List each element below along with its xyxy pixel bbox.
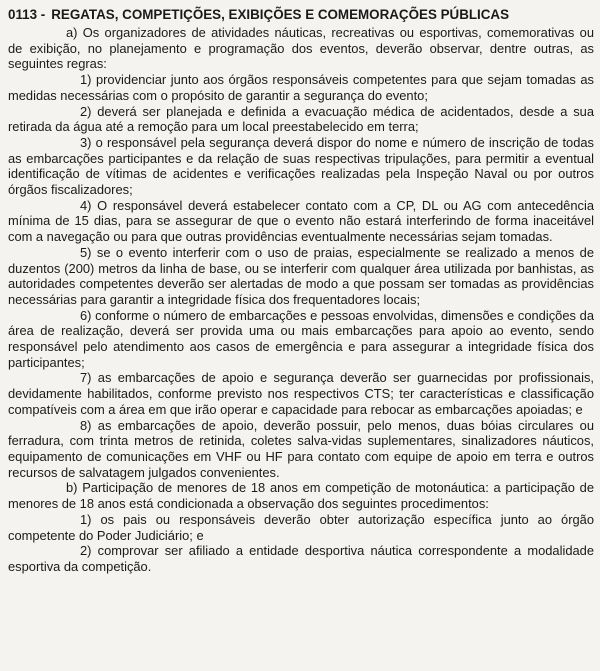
section-heading [8,6,594,24]
part-a-item-6: 6) conforme o número de embarcações e pessoas envolvidas, dimensões e condições da área de realização, deverá ser provida uma ou mais embarcações para apoio ao evento, sendo responsável pelo atendimento aos casos de emergência e para assegurar a integridade física dos participantes; [8,307,594,370]
part-a-item-4: 4) O responsável deverá estabelecer contato com a CP, DL ou AG com antecedência mínima de 15 dias, para se assegurar de que o evento não estará interferindo de forma inaceitável com a navegação ou para que outras providências eventualmente necessárias sejam tomadas. [8,197,594,245]
part-b-item-2: 2) comprovar ser afiliado a entidade desportiva náutica correspondente a modalidade esportiva da competição. [8,543,594,574]
part-a-item-3: 3) o responsável pela segurança deverá dispor do nome e número de inscrição de todas as embarcações participantes e da relação de suas respectivas tripulações, para permitir a eventual identificação de vítimas de acidentes e verificações realizadas pela Inspeção Naval ou por outros órgãos fiscalizadores; [8,134,594,198]
part-b-intro: b) Participação de menores de 18 anos em competição de motonáutica: a participação de menores de 18 anos está condicionada a observação dos seguintes procedimentos: [8,480,594,512]
section-title: REGATAS, COMPETIÇÕES, EXIBIÇÕES E COMEMORAÇÕES PÚBLICAS [51,7,510,22]
part-a-item-5: 5) se o evento interferir com o uso de praias, especialmente se realizado a menos de duzentos (200) metros da linha de base, ou se interferir com qualquer área utilizada por banhistas, as autoridades competentes deverão ser alertadas de modo a que possam ser tomadas as providências necessárias para garantir a integridade física dos frequentadores locais; [8,244,594,307]
part-a-item-1: 1) providenciar junto aos órgãos responsáveis competentes para que sejam tomadas as medidas necessárias com o propósito de garantir a segurança do evento; [8,72,594,103]
part-b-item-1: 1) os pais ou responsáveis deverão obter autorização específica junto ao órgão competente do Poder Judiciário; e [8,511,594,543]
section-number: 0113 - [8,7,46,22]
part-a-item-8: 8) as embarcações de apoio, deverão possuir, pelo menos, duas bóias circulares ou ferradura, com trinta metros de retinida, coletes salva-vidas suplementares, sinalizadores náuticos, equipamento de comunicações em VHF ou HF para contato com equipe de apoio em terra e outros recursos de salvatagem julgados convenientes. [8,417,594,480]
part-a-item-2: 2) deverá ser planejada e definida a evacuação médica de acidentados, desde a sua retirada da água até a remoção para um local preestabelecido em terra; [8,103,594,135]
part-a-intro: a) Os organizadores de atividades náuticas, recreativas ou esportivas, comemorativas ou de exibição, no planejamento e programação dos eventos, deverão observar, dentre outras, as seguintes regras: [8,25,594,72]
part-a-item-7: 7) as embarcações de apoio e segurança deverão ser guarnecidas por profissionais, devidamente habilitados, conforme previsto nos respectivos CTS; ter características e classificação compatíveis com a área em que irão operar e capacidade para rebocar as embarcações apoiadas; e [8,370,594,417]
